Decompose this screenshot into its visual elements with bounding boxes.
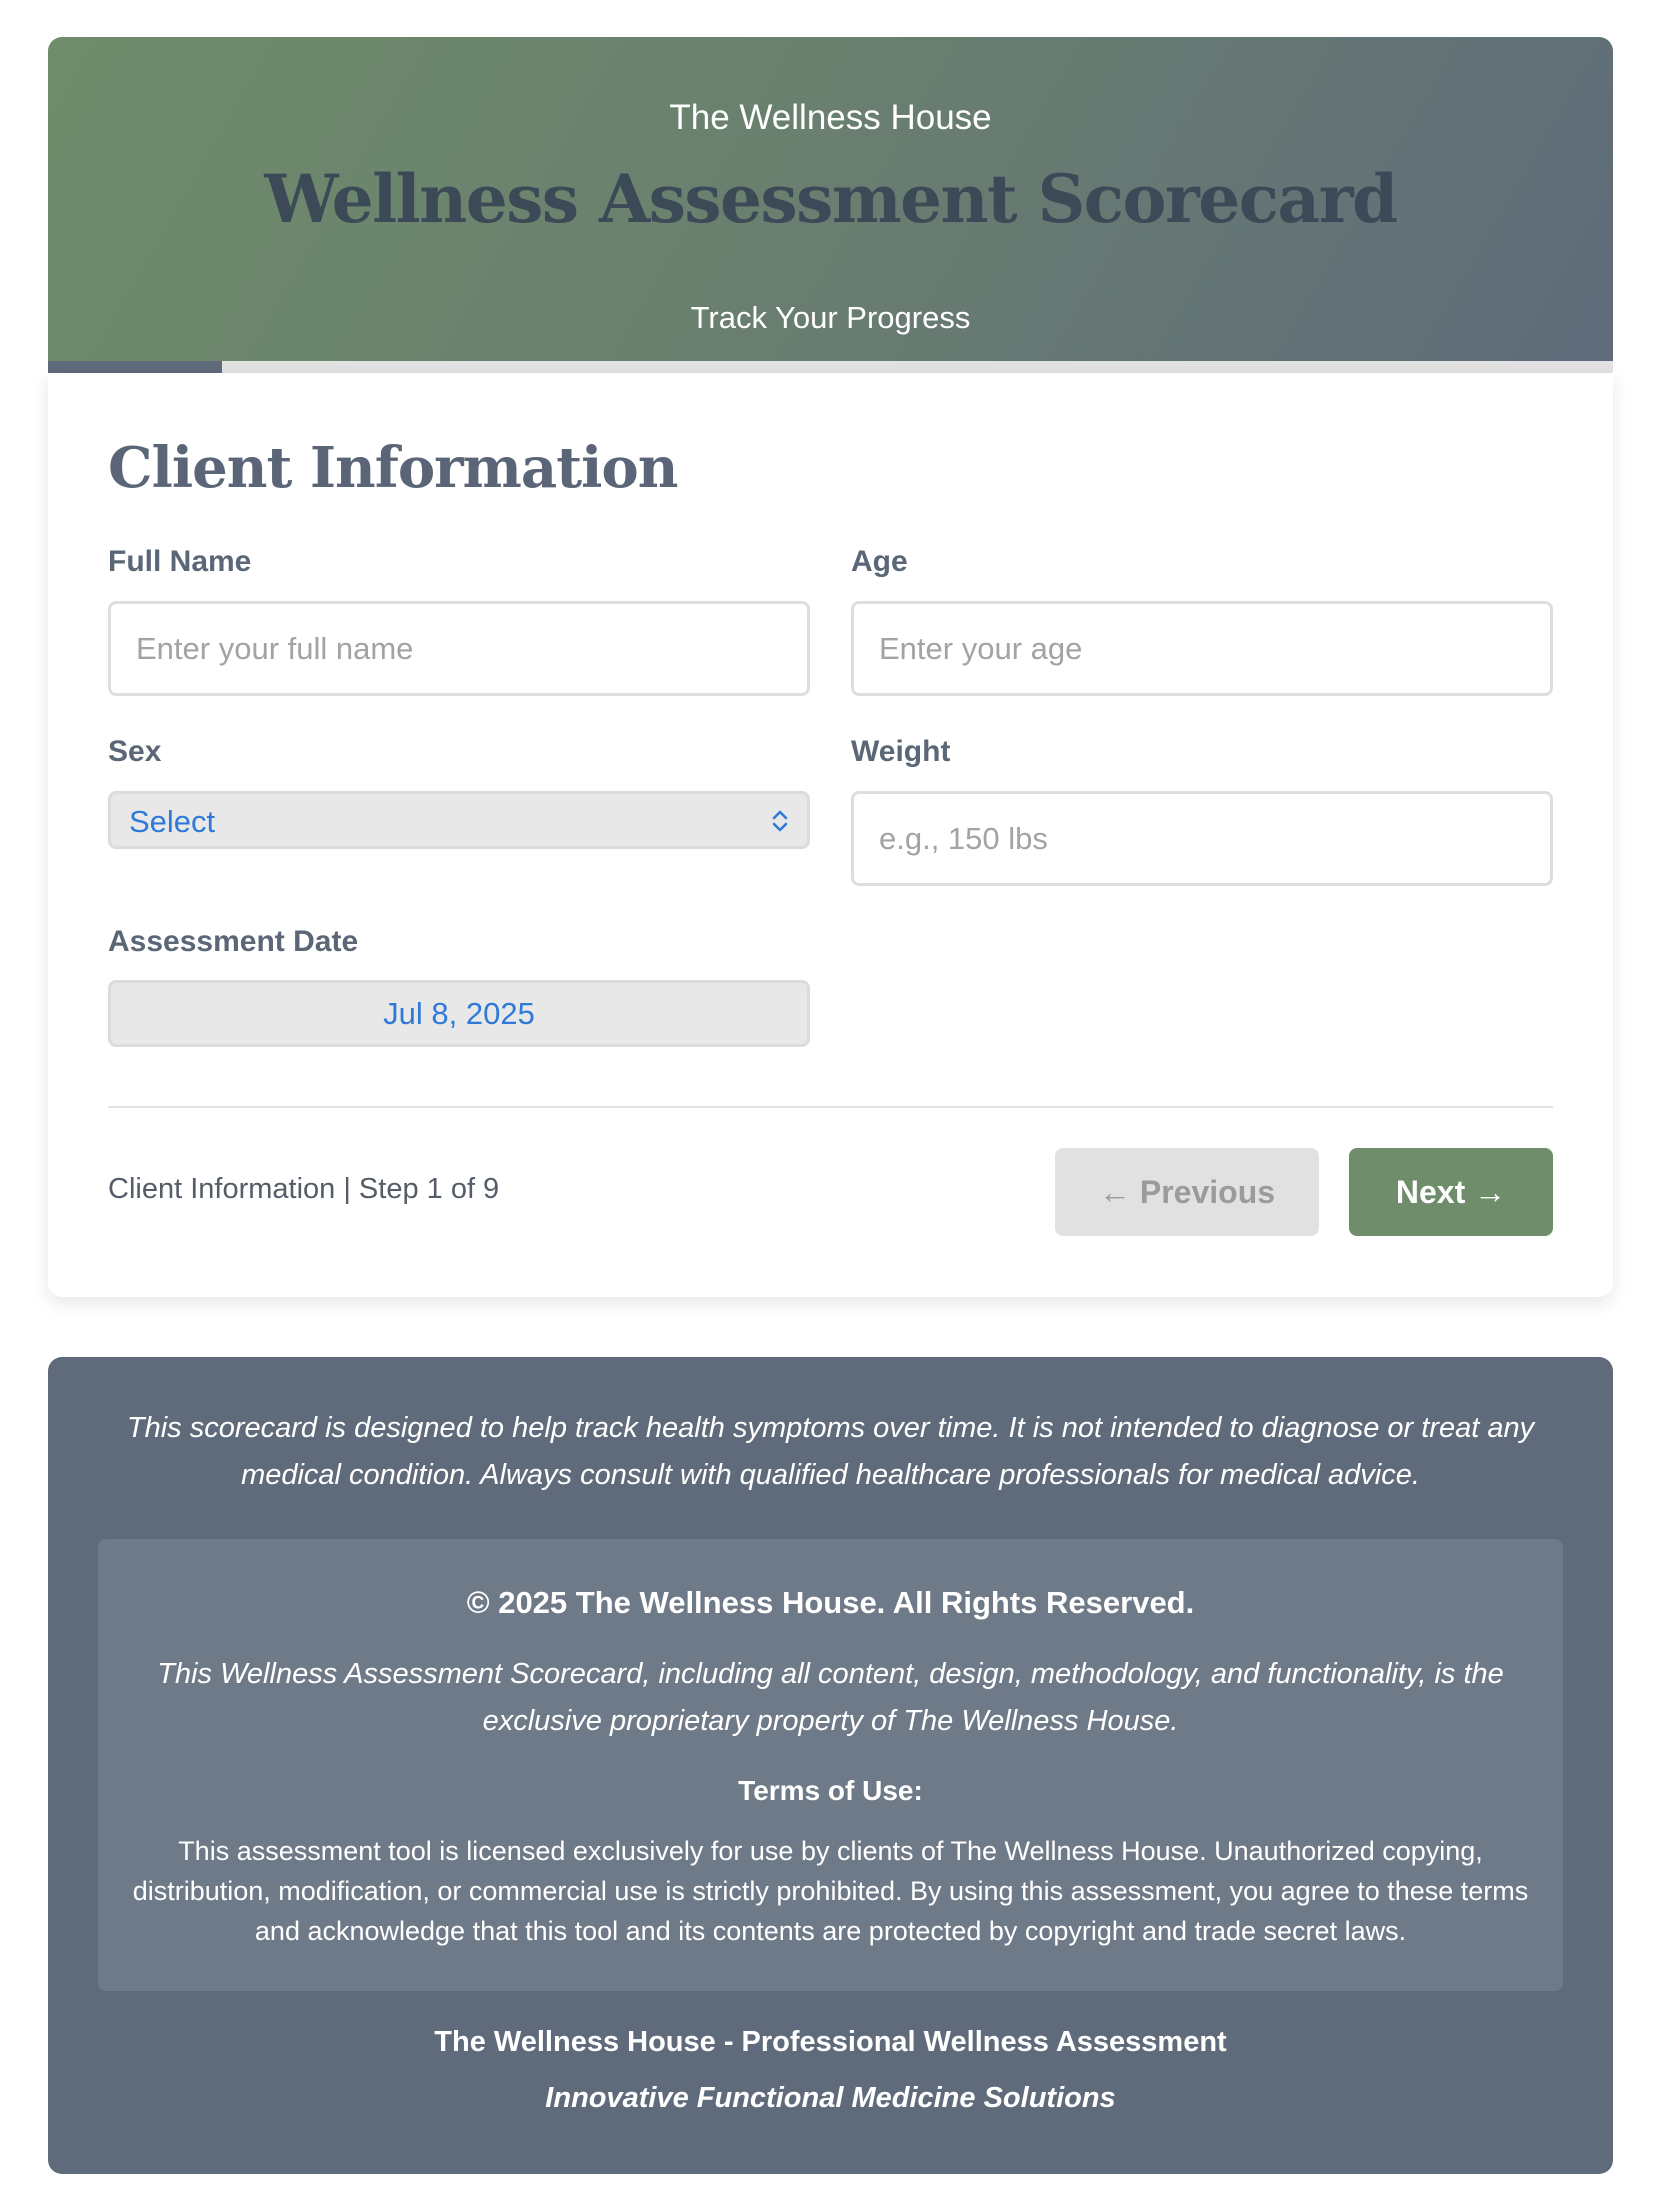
organization-name: The Wellness House <box>669 98 992 137</box>
header-banner <box>48 37 1613 373</box>
weight-input[interactable] <box>851 791 1553 886</box>
full-name-label: Full Name <box>108 545 252 578</box>
footer-brand: The Wellness House - Professional Wellness Assessment <box>434 2026 1227 2058</box>
progress-bar-fill <box>48 361 222 373</box>
sex-select[interactable] <box>108 791 810 849</box>
age-input[interactable] <box>851 601 1553 696</box>
weight-label: Weight <box>851 735 951 768</box>
section-title: Client Information <box>108 435 678 501</box>
terms-body: This assessment tool is licensed exclusively for use by clients of The Wellness House. Unauthorized copying, distribution, modification, or commercial use is strictly prohibited. By using this assessment, you agree to these terms and acknowledge that this tool and its contents are protected by copyright and trade secret laws. <box>132 1836 1529 1946</box>
proprietary-notice: This Wellness Assessment Scorecard, including all content, design, methodology, and functionality, is the exclusive proprietary property of The Wellness House. <box>157 1658 1504 1737</box>
chevron-updown-icon <box>769 807 791 835</box>
assessment-date-picker[interactable]: Jul 8, 2025 <box>108 980 810 1047</box>
progress-bar <box>48 361 1613 373</box>
terms-title: Terms of Use: <box>738 1775 923 1806</box>
footer-tagline: Innovative Functional Medicine Solutions <box>545 2082 1116 2114</box>
copyright-notice: © 2025 The Wellness House. All Rights Reserved. <box>466 1585 1195 1620</box>
medical-disclaimer: This scorecard is designed to help track health symptoms over time. It is not intended to diagnose or treat any medical condition. Always consult with qualified healthcare professionals for medical advice. <box>126 1412 1535 1491</box>
next-button[interactable]: Next → <box>1349 1148 1553 1236</box>
sex-select-value: Select <box>129 804 216 839</box>
page-title: Wellness Assessment Scorecard <box>264 160 1397 238</box>
previous-button[interactable]: ← Previous <box>1055 1148 1319 1236</box>
age-label: Age <box>851 545 908 578</box>
assessment-date-label: Assessment Date <box>108 925 359 958</box>
sex-label: Sex <box>108 735 162 768</box>
form-card <box>48 373 1613 1297</box>
full-name-input[interactable] <box>108 601 810 696</box>
page-subtitle: Track Your Progress <box>690 300 971 335</box>
footer <box>48 1357 1613 2174</box>
step-indicator: Client Information | Step 1 of 9 <box>108 1173 500 1205</box>
legal-notice <box>98 1539 1563 1991</box>
divider <box>108 1106 1553 1108</box>
